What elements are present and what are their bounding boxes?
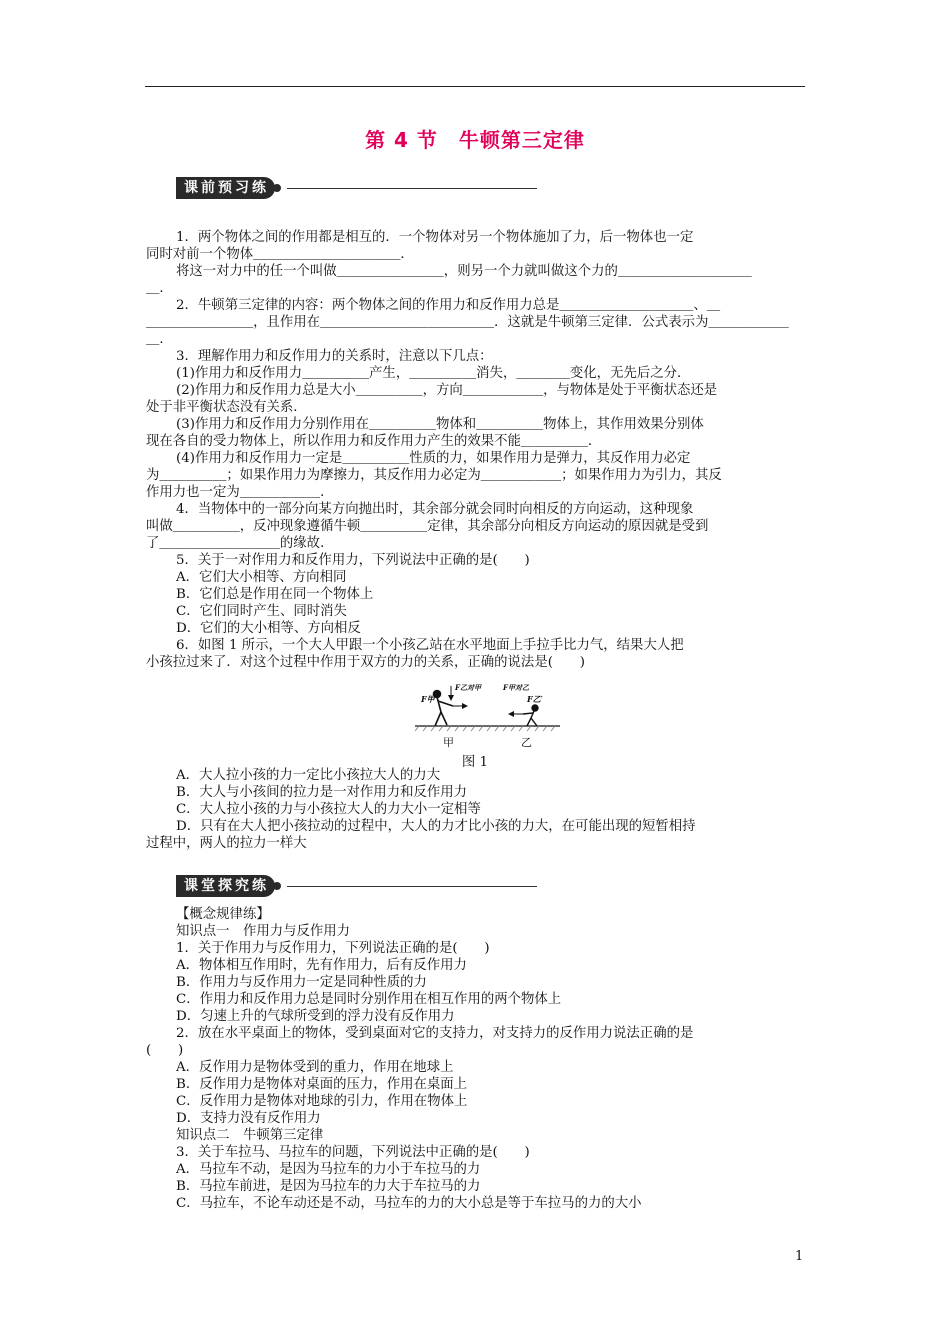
text-line: 同时对前一个物体＿＿＿＿＿＿＿＿＿＿＿． xyxy=(146,247,414,262)
text-line: 5．关于一对作用力和反作用力，下列说法中正确的是( ) xyxy=(176,553,530,568)
text-line: A．大人拉小孩的力一定比小孩拉大人的力大 xyxy=(176,768,441,783)
section-rule xyxy=(287,886,537,887)
text-line: 处于非平衡状态没有关系． xyxy=(146,400,307,415)
question-6-options xyxy=(146,767,806,852)
text-line: 小孩拉过来了．对这个过程中作用于双方的力的关系，正确的说法是( ) xyxy=(146,655,585,670)
text-line: ( ) xyxy=(146,1043,184,1058)
figure-tug-of-war xyxy=(415,676,560,751)
text-line: 叫做＿＿＿＿＿，反冲现象遵循牛顿＿＿＿＿＿定律，其余部分向相反方向运动的原因就是受到 xyxy=(146,519,709,534)
text-line: 过程中，两人的拉力一样大 xyxy=(146,836,307,851)
text-line: 作用力也一定为＿＿＿＿＿＿． xyxy=(146,485,334,500)
child-figure xyxy=(523,705,538,726)
section-label: 课前预习练 xyxy=(176,177,275,199)
text-line: 【概念规律练】 xyxy=(176,907,270,922)
page-number: 1 xyxy=(795,1249,804,1264)
text-line: C．反作用力是物体对地球的引力，作用在物体上 xyxy=(176,1094,468,1109)
text-line: 2．放在水平桌面上的物体，受到桌面对它的支持力，对支持力的反作用力说法正确的是 xyxy=(176,1026,694,1041)
section-header-preview xyxy=(176,177,537,199)
figure-label-f2: F乙对甲 xyxy=(455,683,481,692)
figure-label-f3: F甲对乙 xyxy=(503,683,529,692)
practice-exercises xyxy=(146,906,806,1212)
text-line: A．它们大小相等、方向相同 xyxy=(176,570,347,585)
text-line: (1)作用力和反作用力＿＿＿＿＿产生，＿＿＿＿＿消失，＿＿＿＿变化，无先后之分． xyxy=(176,366,691,381)
section-rule xyxy=(287,188,537,189)
text-line: C．作用力和反作用力总是同时分别作用在相互作用的两个物体上 xyxy=(176,992,562,1007)
text-line: 4．当物体中的一部分向某方向抛出时，其余部分就会同时向相反的方向运动，这种现象 xyxy=(176,502,694,517)
text-line: B．大人与小孩间的拉力是一对作用力和反作用力 xyxy=(176,785,468,800)
text-line: 现在各自的受力物体上，所以作用力和反作用力产生的效果不能＿＿＿＿＿． xyxy=(146,434,602,449)
text-line: 1．两个物体之间的作用都是相互的．一个物体对另一个物体施加了力，后一物体也一定 xyxy=(176,230,694,245)
text-line: A．反作用力是物体受到的重力，作用在地球上 xyxy=(176,1060,454,1075)
text-line: 知识点一 作用力与反作用力 xyxy=(176,924,351,939)
text-line: B．它们总是作用在同一个物体上 xyxy=(176,587,374,602)
text-line: 2．牛顿第三定律的内容：两个物体之间的作用力和反作用力总是＿＿＿＿＿＿＿＿＿＿、＿ xyxy=(176,298,721,313)
text-line: B．作用力与反作用力一定是同种性质的力 xyxy=(176,975,427,990)
figure-caption: 图 1 xyxy=(461,755,489,770)
figure-name-child: 乙 xyxy=(521,736,532,749)
text-line: 1．关于作用力与反作用力，下列说法正确的是( ) xyxy=(176,941,490,956)
figure-label-f4: F乙′ xyxy=(527,694,543,704)
text-line: ＿＿＿＿＿＿＿＿，且作用在＿＿＿＿＿＿＿＿＿＿＿＿＿．这就是牛顿第三定律．公式表示为＿＿＿＿＿＿ xyxy=(146,315,789,330)
figure-label-f1: F甲′ xyxy=(421,694,437,704)
text-line: (2)作用力和反作用力总是大小＿＿＿＿＿，方向＿＿＿＿＿＿，与物体是处于平衡状态还是 xyxy=(176,383,718,398)
text-line: ＿． xyxy=(146,332,173,347)
bullet-dot xyxy=(273,882,281,890)
text-line: 将这一对力中的任一个叫做＿＿＿＿＿＿＿＿，则另一个力就叫做这个力的＿＿＿＿＿＿＿＿＿＿ xyxy=(176,264,752,279)
text-line: (3)作用力和反作用力分别作用在＿＿＿＿＿物体和＿＿＿＿＿物体上，其作用效果分别体 xyxy=(176,417,704,432)
preview-exercises xyxy=(146,229,806,671)
text-line: 3．理解作用力和反作用力的关系时，注意以下几点： xyxy=(176,349,493,364)
text-line: C．马拉车，不论车动还是不动，马拉车的力的大小总是等于车拉马的力的大小 xyxy=(176,1196,642,1211)
text-line: (4)作用力和反作用力一定是＿＿＿＿＿性质的力，如果作用力是弹力，其反作用力必定 xyxy=(176,451,691,466)
text-line: A．马拉车不动，是因为马拉车的力小于车拉马的力 xyxy=(176,1162,481,1177)
text-line: 了＿＿＿＿＿＿＿＿＿的缘故． xyxy=(146,536,334,551)
page-title: 第 4 节 牛顿第三定律 xyxy=(365,128,585,152)
text-line: 3．关于车拉马、马拉车的问题，下列说法中正确的是( ) xyxy=(176,1145,530,1160)
figure-name-adult: 甲 xyxy=(443,736,454,749)
bullet-dot xyxy=(273,184,281,192)
text-line: D．只有在大人把小孩拉动的过程中，大人的力才比小孩的力大，在可能出现的短暂相持 xyxy=(176,819,696,834)
section-header-practice xyxy=(176,875,537,897)
text-line: D．支持力没有反作用力 xyxy=(176,1111,321,1126)
text-line: 知识点二 牛顿第三定律 xyxy=(176,1128,324,1143)
text-line: D．它们的大小相等、方向相反 xyxy=(176,621,361,636)
header-rule xyxy=(145,86,805,87)
text-line: B．反作用力是物体对桌面的压力，作用在桌面上 xyxy=(176,1077,468,1092)
text-line: ＿． xyxy=(146,281,173,296)
text-line: C．大人拉小孩的力与小孩拉大人的力大小一定相等 xyxy=(176,802,481,817)
text-line: B．马拉车前进，是因为马拉车的力大于车拉马的力 xyxy=(176,1179,481,1194)
text-line: A．物体相互作用时，先有作用力，后有反作用力 xyxy=(176,958,467,973)
section-label: 课堂探究练 xyxy=(176,875,275,897)
text-line: C．它们同时产生、同时消失 xyxy=(176,604,347,619)
text-line: 6．如图 1 所示，一个大人甲跟一个小孩乙站在水平地面上手拉手比力气，结果大人把 xyxy=(176,638,684,653)
text-line: D．匀速上升的气球所受到的浮力没有反作用力 xyxy=(176,1009,455,1024)
text-line: 为＿＿＿＿＿；如果作用力为摩擦力，其反作用力必定为＿＿＿＿＿＿；如果作用力为引力，其反 xyxy=(146,468,722,483)
